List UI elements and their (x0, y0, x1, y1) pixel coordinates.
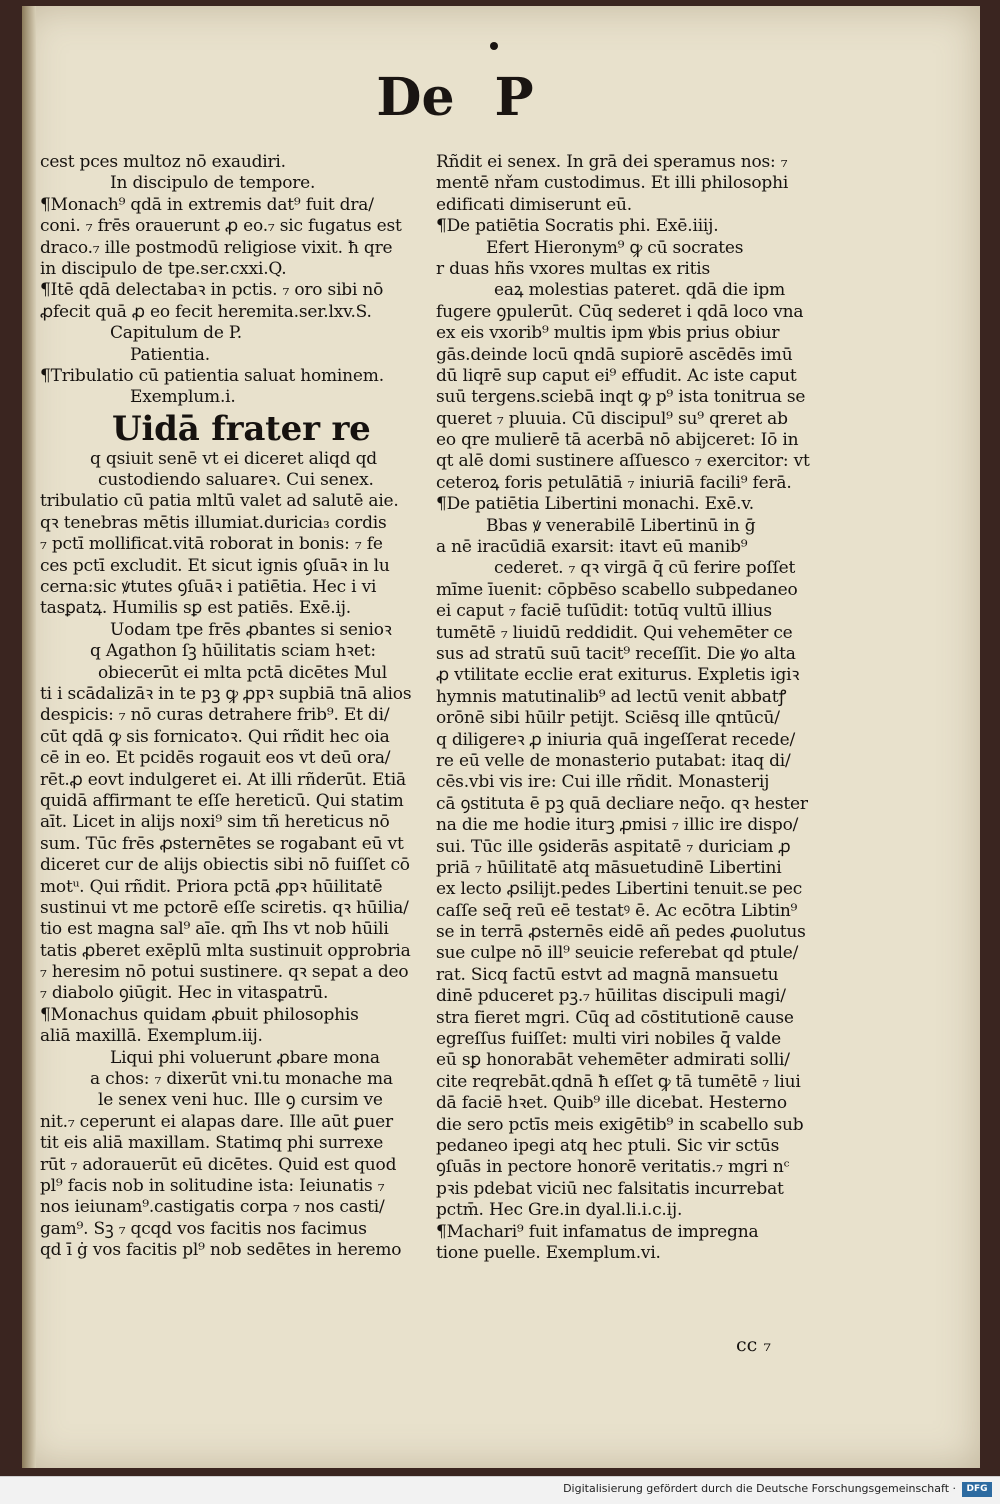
text-line: hymnis matutinalib⁹ ad lectū venit abbatꝭ (436, 686, 787, 707)
text-line: cūt qdā ꝙ sis fornicatoꝛ. Qui rñdit hec oia (40, 726, 390, 747)
text-line: na die me hodie iturꝫ ꝓmisi ₇ illic ire dispo/ (436, 815, 799, 836)
text-line: pedaneo ipegi atq hec ptuli. Sic vir sctūs (436, 1135, 780, 1156)
text-line: die sero pctīs meis exigētib⁹ in scabello sub (436, 1114, 804, 1135)
text-line: draco.₇ ille postmodū religiose vixit. ħ qre (40, 237, 393, 258)
text-line: Capitulum de P. (110, 323, 242, 344)
text-line: queret ₇ pluuia. Cū discipul⁹ su⁹ qreret ab (436, 408, 788, 429)
text-line: cederet. ₇ qꝛ virgā q̄ cū ferire poſſet (494, 558, 796, 579)
text-line: tumētē ₇ liuidū reddidit. Qui vehemēter ce (436, 622, 793, 643)
text-line: Exemplum.i. (130, 387, 236, 408)
text-line: ¶Monach⁹ qdā in extremis dat⁹ fuit dra/ (40, 194, 374, 215)
text-line: fugere ꝯpulerūt. Cūq sederet i qdā loco vna (436, 301, 804, 322)
text-line: dinē pduceret pꝫ.₇ hūilitas discipuli magi/ (436, 986, 786, 1007)
text-line: tasꝑatꝝ. Humilis sꝑ est patiēs. Exē.ij. (40, 598, 352, 619)
text-line: dū liqrē sup caput ei⁹ effudit. Ac iste caput (436, 365, 797, 386)
text-line: qꝛ tenebras mētis illumiat.duricia₃ cordis (40, 512, 387, 533)
text-line: tatis ꝓberet exēplū mlta sustinuit opprobria (40, 940, 411, 961)
text-line: se in terrā ꝓsternēs eidē añ pedes ꝓuolutus (436, 922, 806, 943)
text-line: q diligereꝛ ꝓ iniuria quā ingeſſerat recede/ (436, 729, 795, 750)
header-left: De (376, 66, 455, 128)
text-line: ¶Monachus quidam ꝓbuit philosophis (40, 1004, 359, 1025)
text-line: ¶Itē qdā delectabaꝛ in pctis. ₇ oro sibi nō (40, 280, 384, 301)
text-line: eaꝝ molestias pateret. qdā die ipm (494, 280, 785, 301)
page-gutter (22, 6, 36, 1468)
text-line: priā ₇ hūilitatē atq māsuetudinē Libertini (436, 857, 782, 878)
text-line: gās.deinde locū qndā supiorē ascēdēs imū (436, 344, 793, 365)
text-line: sustinui vt me pctorē eſſe sciretis. qꝛ hūilia/ (40, 897, 409, 918)
text-line: a nē iracūdiā exarsit: itavt eū manib⁹ (436, 537, 748, 558)
text-line: Efert Hieronym⁹ ꝙ cū socrates (486, 237, 744, 258)
text-line: tit eis aliā maxillam. Statimq phi surrexe (40, 1133, 384, 1154)
text-line: cerna:sic ꝟtutes ꝯſuāꝛ i patiētia. Hec i vi (40, 577, 377, 598)
text-line: despicis: ₇ nō curas detrahere frib⁹. Et di/ (40, 705, 390, 726)
text-line: orōnē sibi hūilr petijt. Sciēsq ille qntūcū/ (436, 708, 780, 729)
text-line: mentē nřam custodimus. Et illi philosophi (436, 173, 789, 194)
text-line: Uodam tpe frēs ꝓbantes si senioꝛ (110, 619, 392, 640)
text-line: tio est magna sal⁹ aīe. qm̄ Ihs vt nob hūili (40, 919, 389, 940)
text-line: sum. Tūc frēs ꝓsternētes se rogabant eū vt (40, 833, 404, 854)
text-line: pctm̄. Hec Gre.in dyal.li.i.c.ij. (436, 1200, 683, 1221)
text-line: ¶Machari⁹ fuit infamatus de impregna (436, 1221, 759, 1242)
text-line: ex eis vxorib⁹ multis ipm ꝟbis prius obiur (436, 323, 780, 344)
text-line: Bbas ꝟ venerabilē Libertinū in ḡ (486, 515, 756, 536)
text-line: ꝓfecit quā ꝓ eo fecit heremita.ser.lxv.S. (40, 301, 372, 322)
signature-mark: cc ₇ (736, 1334, 771, 1356)
text-line: egreſſus fuiſſet: multi viri nobiles q̄ valde (436, 1029, 781, 1050)
text-line: Rñdit ei senex. In grā dei speramus nos: ₇ (436, 152, 788, 172)
left-text-column (40, 152, 422, 1262)
dfg-logo: DFG (962, 1482, 992, 1497)
text-line: ꝯſuās in pectore honorē veritatis.₇ mgri nᶜ (436, 1157, 790, 1178)
text-line: nos ieiunam⁹.castigatis corpa ₇ nos casti/ (40, 1197, 385, 1218)
text-line: sui. Tūc ille ꝯsiderās aspitatē ₇ duriciam ꝓ (436, 836, 791, 857)
text-line: sue culpe nō ill⁹ seuicie referebat qd ptule/ (436, 943, 799, 964)
right-text-column (436, 152, 826, 1264)
text-line: ꝓ vtilitate ecclie erat exiturus. Expletis igiꝛ (436, 665, 800, 686)
text-line: sus ad stratū suū tacit⁹ receſſit. Die ꝟo alta (436, 643, 796, 664)
text-line: obiecerūt ei mlta pctā dicētes Mul (98, 662, 388, 683)
text-line: gam⁹. Sꝫ ₇ qcqd vos facitis nos facimus (40, 1218, 367, 1239)
text-line: Liqui phi voluerunt ꝓbare mona (110, 1047, 380, 1068)
text-line: pꝛis pdebat viciū nec falsitatis incurrebat (436, 1178, 784, 1199)
text-line: q Agathon ſꝫ hūilitatis sciam hꝛet: (90, 641, 376, 662)
text-line: suū tergens.sciebā inqt ꝙ p⁹ ista tonitrua se (436, 387, 806, 408)
text-line: ₇ diabolo ꝯiūgit. Hec in vitasꝑatrū. (40, 983, 329, 1004)
text-line: qt alē domi sustinere aſſuesco ₇ exercitor: vt (436, 451, 810, 472)
text-line: rēt.ꝓ eovt indulgeret ei. At illi rñderūt. Etiā (40, 769, 406, 790)
text-line: nit.₇ ceperunt ei alapas dare. Ille aūt ꝑuer (40, 1111, 393, 1132)
text-line: tribulatio cū patia mltū valet ad salutē aie. (40, 491, 399, 512)
text-line: eo qre mulierē tā acerbā nō abijceret: Iō in (436, 430, 799, 451)
text-line: ti i scādalizāꝛ in te pꝫ ꝙ ꝓpꝛ supbiā tnā alios (40, 683, 412, 704)
text-line: tione puelle. Exemplum.vi. (436, 1242, 661, 1263)
text-line: r duas hñs vxores multas ex ritis (436, 258, 710, 279)
running-header (335, 62, 575, 132)
text-line: Uidā frater re (112, 408, 371, 449)
text-line: ¶De patiētia Libertini monachi. Exē.v. (436, 494, 754, 515)
text-line: ei caput ₇ faciē tuſūdit: totūq vultū illius (436, 601, 772, 622)
text-line: q qsiuit senē vt ei diceret aliqd qd (90, 448, 377, 469)
text-line: dā faciē hꝛet. Quib⁹ ille dicebat. Hesterno (436, 1093, 787, 1114)
text-line: Patientia. (130, 344, 210, 365)
text-line: rūt ₇ adorauerūt eū dicētes. Quid est quod (40, 1154, 397, 1175)
text-line: ¶Tribulatio cū patientia saluat hominem. (40, 365, 384, 386)
text-line: ₇ pctī mollificat.vitā roborat in bonis: ₇ fe (40, 534, 383, 555)
text-line: ¶De patiētia Socratis phi. Exē.iiij. (436, 216, 719, 237)
text-line: aliā maxillā. Exemplum.iij. (40, 1026, 263, 1047)
text-line: le senex veni huc. Ille ꝯ cursim ve (98, 1090, 383, 1111)
text-line: a chos: ₇ dixerūt vni.tu monache ma (90, 1069, 393, 1090)
ink-dot (490, 42, 498, 50)
text-line: in discipulo de tpe.ser.cxxi.Q. (40, 258, 287, 279)
text-line: cē in eo. Et pcidēs rogauit eos vt deū ora/ (40, 748, 391, 769)
text-line: mīme īuenit: cōpbēso scabello subpedaneo (436, 579, 798, 600)
text-line: diceret cur de alijs obiectis sibi nō fuiſſet cō (40, 855, 410, 876)
text-line: cēs.vbi vis ire: Cui ille rñdit. Monasterij (436, 772, 770, 793)
text-line: pl⁹ facis nob in solitudine ista: Ieiunatis ₇ (40, 1175, 385, 1196)
header-right: P (494, 66, 534, 128)
text-line: cite reqrebāt.qdnā ħ eſſet ꝙ tā tumētē ₇ liui (436, 1071, 801, 1092)
text-line: aīt. Licet in alijs noxi⁹ sim tñ hereticus nō (40, 812, 390, 833)
text-line: quidā affirmant te eſſe hereticū. Qui statim (40, 790, 404, 811)
text-line: eū sꝑ honorabāt vehemēter admirati solli/ (436, 1050, 790, 1071)
text-line: ceteroꝝ foris petulātiā ₇ iniuriā facili⁹ ferā. (436, 472, 792, 493)
text-line: ces pctī excludit. Et sicut ignis ꝯſuāꝛ in lu (40, 555, 390, 576)
footer-credit: Digitalisierung gefördert durch die Deutsche Forschungsgemeinschaft · (563, 1482, 956, 1495)
text-line: cā ꝯstituta ē pꝫ quā decliare neq̄o. qꝛ hester (436, 793, 808, 814)
text-line: In discipulo de tempore. (110, 173, 316, 194)
text-line: custodiendo saluareꝛ. Cui senex. (98, 470, 374, 491)
text-line: motᵘ. Qui rñdit. Priora pctā ꝓpꝛ hūilitatē (40, 876, 383, 897)
text-line: stra fieret mgri. Cūq ad cōstitutionē cause (436, 1007, 794, 1028)
text-line: caſſe seq̄ reū eē testatꝰ ē. Ac ecōtra Libtin⁹ (436, 900, 798, 921)
text-line: qd ī ġ vos facitis pl⁹ nob sedētes in heremo (40, 1240, 402, 1261)
text-line: edificati dimiserunt eū. (436, 194, 632, 215)
text-line: cest pces multoz nō exaudiri. (40, 152, 286, 172)
text-line: ex lecto ꝓsilijt.pedes Libertini tenuit.se pec (436, 879, 803, 900)
text-line: rat. Sicq factū estvt ad magnā mansuetu (436, 964, 779, 985)
footer-bar (0, 1476, 1000, 1504)
text-line: ₇ heresim nō potui sustinere. qꝛ sepat a deo (40, 962, 409, 983)
text-line: coni. ₇ frēs orauerunt ꝓ eo.₇ sic fugatus est (40, 216, 402, 237)
text-line: re eū velle de monasterio putabat: itaq di/ (436, 750, 791, 771)
